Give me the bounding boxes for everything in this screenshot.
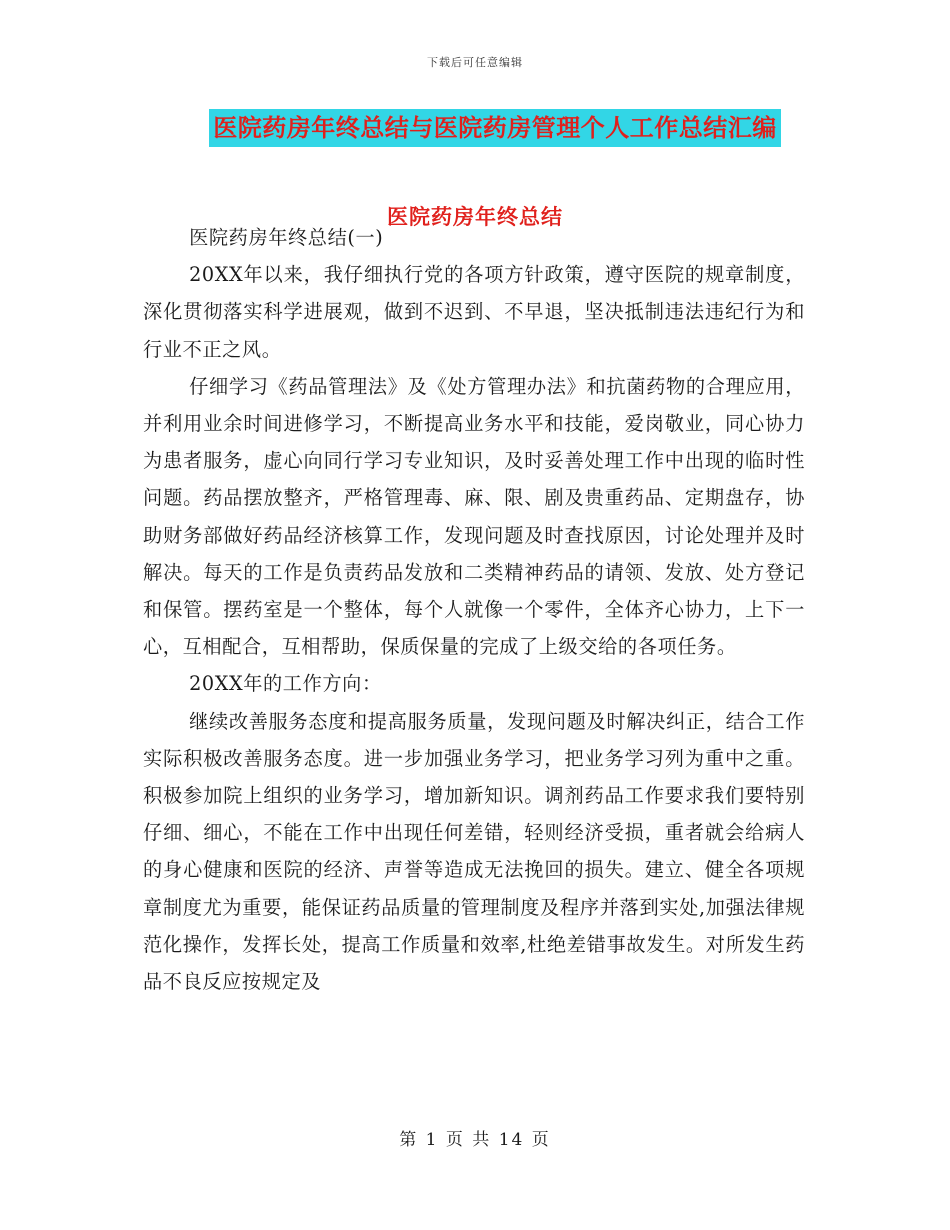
- main-title-container: [0, 109, 950, 147]
- main-title: 医院药房年终总结与医院药房管理个人工作总结汇编: [209, 109, 781, 147]
- paragraph-intro: 20XX年以来，我仔细执行党的各项方针政策，遵守医院的规章制度，深化贯彻落实科学进展观，做到不迟到、不早退，坚决抵制违法违纪行为和行业不正之风。: [143, 263, 805, 361]
- document-body: [143, 219, 805, 1000]
- page-header-note: 下载后可任意编辑: [427, 56, 523, 69]
- paragraph-study: 仔细学习《药品管理法》及《处方管理办法》和抗菌药物的合理应用，并利用业余时间进修学习，不断提高业务水平和技能，爱岗敬业，同心协力为患者服务，虚心向同行学习专业知识，及时妥善处理工作中出现的临时性问题。药品摆放整齐，严格管理毒、麻、限、剧及贵重药品、定期盘存，协助财务部做好药品经济核算工作，发现问题及时查找原因，讨论处理并及时解决。每天的工作是负责药品发放和二类精神药品的请领、发放、处方登记和保管。摆药室是一个整体，每个人就像一个零件，全体齐心协力，上下一心，互相配合，互相帮助，保质保量的完成了上级交给的各项任务。: [143, 374, 805, 659]
- section-title: 医院药房年终总结: [387, 205, 563, 229]
- paragraph-direction-heading: 20XX年的工作方向：: [189, 672, 382, 696]
- paragraph-subheading: 医院药房年终总结(一): [189, 226, 384, 249]
- paragraph-direction: 继续改善服务态度和提高服务质量，发现问题及时解决纠正，结合工作实际积极改善服务态度。进一步加强业务学习，把业务学习列为重中之重。积极参加院上组织的业务学习，增加新知识。调剂药品工作要求我们要特别仔细、细心，不能在工作中出现任何差错，轻则经济受损，重者就会给病人的身心健康和医院的经济、声誉等造成无法挽回的损失。建立、健全各项规章制度尤为重要，能保证药品质量的管理制度及程序并落到实处,加强法律规范化操作，发挥长处，提高工作质量和效率,杜绝差错事故发生。对所发生药品不良反应按规定及: [143, 709, 805, 994]
- page-number: 第 1 页 共 14 页: [399, 1130, 551, 1150]
